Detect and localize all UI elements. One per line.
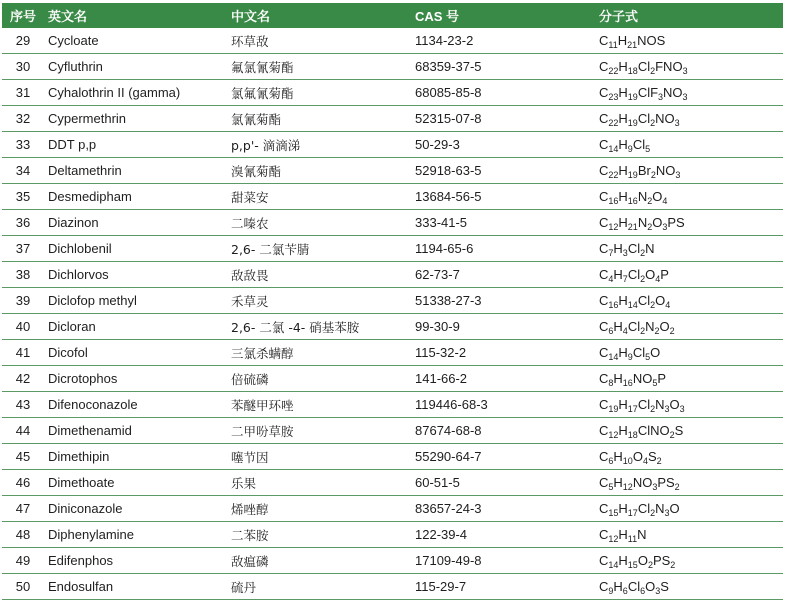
table-row [2,80,783,106]
row-chinese-name: 氯氰菊酯 [227,106,411,132]
row-cas-number: 62-73-7 [411,262,595,288]
row-cas-number: 115-32-2 [411,340,595,366]
row-no: 40 [2,314,44,340]
row-formula: $C_{12}H_{21}N_2O_3PS$ [595,210,783,236]
row-chinese-name: 甜菜安 [227,184,411,210]
row-no: 49 [2,548,44,574]
row-no: 38 [2,262,44,288]
row-chinese-name: 三氯杀螨醇 [227,340,411,366]
row-formula: $C_{15}H_{17}Cl_2N_3O$ [595,496,783,522]
table-row [2,184,783,210]
row-cas-number: 55290-64-7 [411,444,595,470]
row-formula: $C_{22}H_{18}Cl_2FNO_3$ [595,54,783,80]
header-row [2,3,783,28]
row-formula: $C_{11}H_{21}NOS$ [595,28,783,54]
table-row [2,444,783,470]
row-cas-number: 68085-85-8 [411,80,595,106]
row-english-name: Edifenphos [44,548,227,574]
row-no: 43 [2,392,44,418]
row-no: 41 [2,340,44,366]
row-formula: $C_{22}H_{19}Br_2NO_3$ [595,158,783,184]
header-formula: 分子式 [595,3,783,28]
table-row [2,28,783,54]
row-no: 45 [2,444,44,470]
row-cas-number: 52918-63-5 [411,158,595,184]
table-row [2,574,783,600]
table-row [2,470,783,496]
row-formula: $C_{22}H_{19}Cl_2NO_3$ [595,106,783,132]
row-chinese-name: 禾草灵 [227,288,411,314]
row-cas-number: 115-29-7 [411,574,595,600]
row-english-name: Cyhalothrin II (gamma) [44,80,227,106]
row-no: 37 [2,236,44,262]
row-english-name: Dicloran [44,314,227,340]
table-row [2,288,783,314]
row-no: 29 [2,28,44,54]
row-chinese-name: 环草敌 [227,28,411,54]
row-formula: $C_{16}H_{14}Cl_2O_4$ [595,288,783,314]
row-cas-number: 122-39-4 [411,522,595,548]
row-formula: $C_7H_3Cl_2N$ [595,236,783,262]
row-english-name: Dichlobenil [44,236,227,262]
row-formula: $C_9H_6Cl_6O_3S$ [595,574,783,600]
row-cas-number: 1134-23-2 [411,28,595,54]
row-chinese-name: p,p'- 滴滴涕 [227,132,411,158]
row-no: 47 [2,496,44,522]
header-cas: CAS 号 [411,3,595,28]
row-chinese-name: 倍硫磷 [227,366,411,392]
table-body [2,28,783,600]
row-chinese-name: 苯醚甲环唑 [227,392,411,418]
row-formula: $C_{14}H_9Cl_5O$ [595,340,783,366]
row-no: 48 [2,522,44,548]
row-formula: $C_{14}H_{15}O_2PS_2$ [595,548,783,574]
row-english-name: Dichlorvos [44,262,227,288]
table-row [2,418,783,444]
table-row [2,522,783,548]
row-chinese-name: 敌瘟磷 [227,548,411,574]
row-cas-number: 99-30-9 [411,314,595,340]
row-english-name: Diclofop methyl [44,288,227,314]
row-english-name: DDT p,p [44,132,227,158]
row-cas-number: 87674-68-8 [411,418,595,444]
row-formula: $C_6H_{10}O_4S_2$ [595,444,783,470]
row-no: 44 [2,418,44,444]
table-row [2,340,783,366]
row-formula: $C_{23}H_{19}ClF_3NO_3$ [595,80,783,106]
row-chinese-name: 氟氯氰菊酯 [227,54,411,80]
row-cas-number: 119446-68-3 [411,392,595,418]
row-cas-number: 68359-37-5 [411,54,595,80]
row-english-name: Dimethipin [44,444,227,470]
table-row [2,106,783,132]
row-chinese-name: 噻节因 [227,444,411,470]
table-row [2,210,783,236]
row-english-name: Diazinon [44,210,227,236]
row-english-name: Cypermethrin [44,106,227,132]
row-cas-number: 52315-07-8 [411,106,595,132]
row-no: 30 [2,54,44,80]
row-chinese-name: 二苯胺 [227,522,411,548]
row-english-name: Diniconazole [44,496,227,522]
row-no: 32 [2,106,44,132]
row-cas-number: 51338-27-3 [411,288,595,314]
row-formula: $C_{14}H_9Cl_5$ [595,132,783,158]
row-cas-number: 17109-49-8 [411,548,595,574]
row-english-name: Dimethenamid [44,418,227,444]
header-english-name: 英文名 [44,3,227,28]
table-row [2,236,783,262]
row-formula: $C_{16}H_{16}N_2O_4$ [595,184,783,210]
row-no: 50 [2,574,44,600]
row-cas-number: 13684-56-5 [411,184,595,210]
row-no: 33 [2,132,44,158]
table-row [2,392,783,418]
row-cas-number: 333-41-5 [411,210,595,236]
row-cas-number: 50-29-3 [411,132,595,158]
row-chinese-name: 2,6- 二氯苄腈 [227,236,411,262]
table-row [2,262,783,288]
row-english-name: Cycloate [44,28,227,54]
row-english-name: Diphenylamine [44,522,227,548]
row-chinese-name: 2,6- 二氯 -4- 硝基苯胺 [227,314,411,340]
row-no: 35 [2,184,44,210]
row-chinese-name: 乐果 [227,470,411,496]
table-row [2,548,783,574]
table-row [2,158,783,184]
row-chinese-name: 溴氰菊酯 [227,158,411,184]
row-chinese-name: 烯唑醇 [227,496,411,522]
row-no: 31 [2,80,44,106]
row-formula: $C_6H_4Cl_2N_2O_2$ [595,314,783,340]
row-no: 36 [2,210,44,236]
row-no: 42 [2,366,44,392]
row-cas-number: 141-66-2 [411,366,595,392]
row-english-name: Difenoconazole [44,392,227,418]
row-cas-number: 1194-65-6 [411,236,595,262]
row-english-name: Dimethoate [44,470,227,496]
row-english-name: Deltamethrin [44,158,227,184]
header-no: 序号 [2,3,44,28]
row-formula: $C_4H_7Cl_2O_4P$ [595,262,783,288]
row-cas-number: 60-51-5 [411,470,595,496]
row-formula: $C_{12}H_{18}ClNO_2S$ [595,418,783,444]
row-chinese-name: 氯氟氰菊酯 [227,80,411,106]
row-english-name: Endosulfan [44,574,227,600]
row-chinese-name: 硫丹 [227,574,411,600]
table-row [2,54,783,80]
row-no: 46 [2,470,44,496]
row-formula: $C_{19}H_{17}Cl_2N_3O_3$ [595,392,783,418]
table-row [2,366,783,392]
table-row [2,496,783,522]
row-chinese-name: 敌敌畏 [227,262,411,288]
row-formula: $C_{12}H_{11}N$ [595,522,783,548]
row-chinese-name: 二甲吩草胺 [227,418,411,444]
pesticide-table [2,3,783,600]
table-row [2,314,783,340]
table-row [2,132,783,158]
row-cas-number: 83657-24-3 [411,496,595,522]
header-chinese-name: 中文名 [227,3,411,28]
row-english-name: Desmedipham [44,184,227,210]
row-english-name: Cyfluthrin [44,54,227,80]
row-formula: $C_5H_{12}NO_3PS_2$ [595,470,783,496]
row-chinese-name: 二嗪农 [227,210,411,236]
row-english-name: Dicofol [44,340,227,366]
row-no: 39 [2,288,44,314]
row-no: 34 [2,158,44,184]
row-english-name: Dicrotophos [44,366,227,392]
row-formula: $C_8H_{16}NO_5P$ [595,366,783,392]
